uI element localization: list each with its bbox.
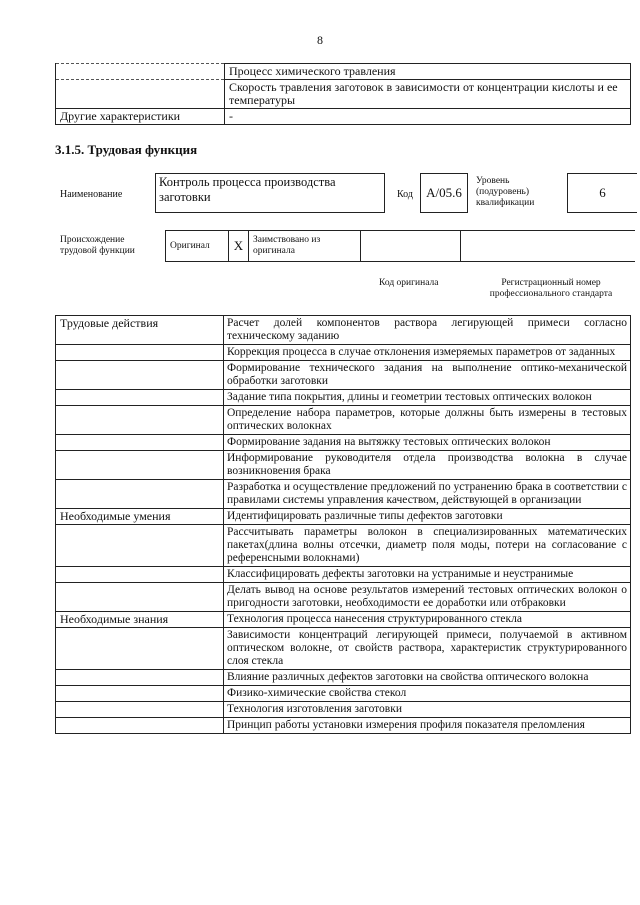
table-row [56,718,631,734]
code-label: Код [397,189,413,200]
category-cell: Необходимые умения [56,509,224,525]
origin-label: Происхождение трудовой функции [60,235,135,256]
item-cell: Разработка и осуществление предложений по устранению брака в соответствии с правилами системы управления качеством, действующей в организации [224,480,631,509]
table-row [56,628,631,670]
qualification-level-box: 6 [567,173,637,213]
item-cell: Определение набора параметров, которые должны быть измерены в тестовых оптических волокнах [224,406,631,435]
section-title: 3.1.5. Трудовая функция [55,142,198,157]
item-cell: Влияние различных дефектов заготовки на свойства оптического волокна [224,670,631,686]
labor-function-table [55,315,631,734]
item-cell: Задание типа покрытия, длины и геометрии тестовых оптических волокон [224,390,631,406]
function-code-box: A/05.6 [420,173,468,213]
item-cell: Формирование технического задания на выполнение оптико-механической обработки заготовки [224,361,631,390]
table-row [56,109,631,125]
code-original-cell [361,231,461,261]
table-row [56,390,631,406]
characteristics-continuation-table [55,63,631,125]
borrowed-label: Заимствовано из оригинала [249,231,361,261]
table-row [56,64,631,80]
table-row [56,361,631,390]
item-cell: Коррекция процесса в случае отклонения измеряемых параметров от заданных [224,345,631,361]
item-cell: Зависимости концентраций легирующей примеси, получаемой в активном оптическом волокне, от свойств раствора, характеристик структурированного слоя стекла [224,628,631,670]
category-cell: Трудовые действия [56,316,224,345]
name-label: Наименование [60,189,123,200]
original-label: Оригинал [166,231,229,261]
item-cell: Физико-химические свойства стекол [224,686,631,702]
item-cell: Рассчитывать параметры волокон в специализированных математических пакетах(длина волны отсечки, диаметр поля моды, потери на согласование с референсными волокнами) [224,525,631,567]
table-row [56,670,631,686]
table-row [56,345,631,361]
table-cell-label [56,80,225,109]
table-cell-value: - [225,109,631,125]
reg-number-cell [461,231,634,261]
reg-number-caption: Регистрационный номер профессионального стандарта [489,278,613,299]
item-cell: Формирование задания на вытяжку тестовых оптических волокон [224,435,631,451]
item-cell: Информирование руководителя отдела производства волокна в случае возникновения брака [224,451,631,480]
item-cell: Технология изготовления заготовки [224,702,631,718]
page-number: 8 [317,33,323,47]
table-row [56,406,631,435]
table-row [56,435,631,451]
table-row [56,583,631,612]
original-mark: X [229,231,249,261]
origin-row [165,230,635,262]
table-row [56,480,631,509]
table-row [56,686,631,702]
item-cell: Идентифицировать различные типы дефектов заготовки [224,509,631,525]
category-cell: Необходимые знания [56,612,224,628]
item-cell: Делать вывод на основе результатов измерений тестовых оптических волокон о пригодности заготовки, необходимости ее доработки или отбраковки [224,583,631,612]
table-row [56,316,631,345]
code-original-caption: Код оригинала [379,278,439,288]
table-cell-label: Другие характеристики [56,109,225,125]
item-cell: Принцип работы установки измерения профиля показателя преломления [224,718,631,734]
table-cell-label [56,64,225,80]
table-cell-value: Процесс химического травления [225,64,631,80]
table-cell-value: Скорость травления заготовок в зависимости от концентрации кислоты и ее температуры [225,80,631,109]
table-row [56,612,631,628]
table-row [56,702,631,718]
table-row [56,567,631,583]
item-cell: Технология процесса нанесения структурированного стекла [224,612,631,628]
table-row [56,525,631,567]
level-label: Уровень (подуровень) квалификации [476,176,535,208]
table-row [56,451,631,480]
item-cell: Классифицировать дефекты заготовки на устранимые и неустранимые [224,567,631,583]
function-name-box: Контроль процесса производства заготовки [155,173,385,213]
table-row [56,80,631,109]
item-cell: Расчет долей компонентов раствора легирующей примеси согласно техническому заданию [224,316,631,345]
table-row [56,509,631,525]
